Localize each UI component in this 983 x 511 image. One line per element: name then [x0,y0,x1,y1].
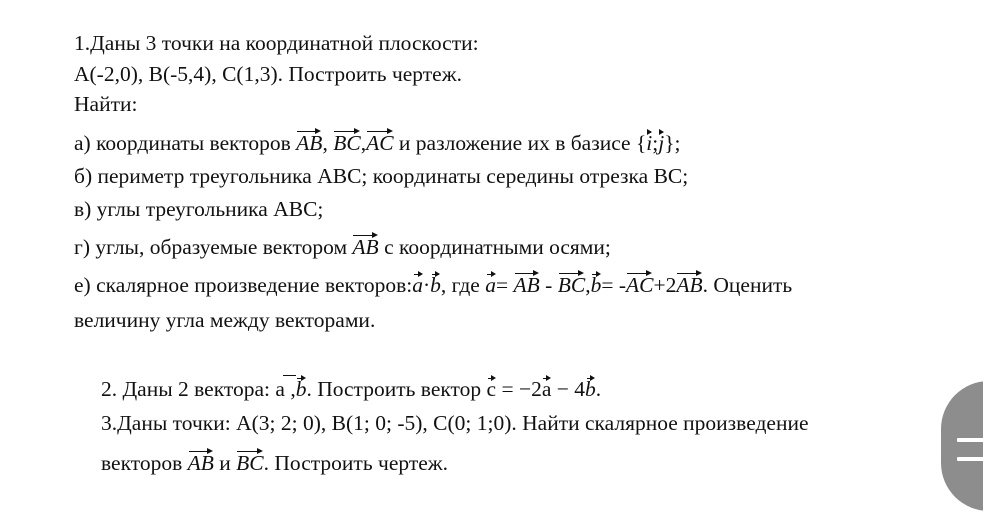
formula-eq: = −2 [496,377,542,401]
problem-1-header: 1.Даны 3 точки на координатной плоскости: [74,31,479,55]
problem-1-item-v: в) углы треугольника ABC; [74,197,324,221]
problem-1-item-e [74,272,792,298]
vector-ab: AB [187,451,214,475]
vector-a-b-overline [275,376,295,402]
basis-i: i [646,131,653,155]
basis-j: j [658,131,665,155]
item-g-prefix: г) углы, образуемые вектором [74,235,353,259]
item-e-where: , где [440,273,486,297]
dot-operator: · [422,273,431,297]
item-g-suffix: с координатными осями; [378,235,611,259]
problem-3-end: . Построить чертеж. [263,451,448,475]
item-a-middle: и разложение их в базисе [393,131,636,155]
vector-ab: AB [676,273,703,297]
vector-b: b [430,273,441,297]
problem-1-item-e-line2: величину угла между векторами. [74,308,376,332]
item-e-minus: - [539,273,558,297]
formula-end: . [595,377,602,401]
item-a-sep2: , [360,131,367,155]
item-e-comma: , [585,273,591,297]
problem-1-item-b: б) периметр треугольника ABC; координаты середины отрезка BC; [74,164,689,188]
vector-ab: AB [296,131,323,155]
basis-open: { [635,131,647,155]
problem-1-find: Найти: [74,92,138,116]
basis-close: }; [664,131,681,155]
problem-3-line2 [101,450,448,476]
vector-bc: BC [557,273,586,297]
vector-c: c [486,377,497,401]
vector-bc: BC [236,451,264,475]
basis-semicolon: ; [652,131,659,155]
problem-2-middle: . Построить вектор [306,377,487,401]
vector-b: b [295,377,307,401]
vector-ab: AB [513,273,540,297]
vector-bc: BC [333,131,361,155]
vector-a: a [412,273,423,297]
problem-2-prefix: 2. Даны 2 вектора: [101,377,276,401]
item-e-eq1: = [495,273,514,297]
scroll-menu-button[interactable] [941,381,983,511]
vector-ab: AB [352,235,379,259]
vector-ac: AC [366,131,394,155]
vector-b: b [585,377,596,401]
item-a-prefix: а) координаты векторов [74,131,297,155]
item-e-prefix: е) скалярное произведение векторов: [74,273,413,297]
formula-minus: − 4 [551,377,586,401]
vector-a: a [275,377,285,401]
problem-1-item-a [74,130,681,156]
problem-3-and: и [213,451,237,475]
item-e-plus2: +2 [653,273,677,297]
problem-2-line [101,376,601,402]
vector-separator: , [284,377,296,401]
problem-3-line1: 3.Даны точки: A(3; 2; 0), B(1; 0; -5), C(0; 1;0). Найти скалярное произведение [101,411,809,435]
vector-a: a [541,377,552,401]
problem-1-points: A(-2,0), B(-5,4), C(1,3). Построить чертеж. [74,62,462,86]
vector-a: a [485,273,496,297]
item-a-sep1: , [322,131,334,155]
problem-1-item-g [74,234,611,260]
item-e-end: . Оценить [702,273,793,297]
vector-b: b [590,273,602,297]
item-e-eq2: = - [601,273,626,297]
vector-ac: AC [625,273,654,297]
problem-3-prefix: векторов [101,451,188,475]
